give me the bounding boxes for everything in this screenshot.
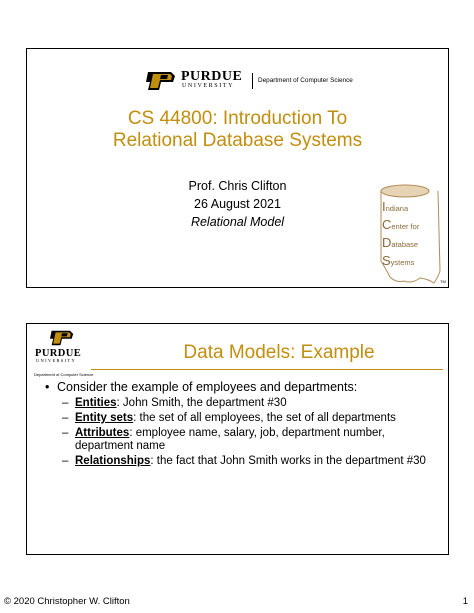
page-number: 1 xyxy=(462,596,468,607)
dash-marker: – xyxy=(62,397,69,409)
sub-item-relationships xyxy=(39,455,439,468)
icds-letter-s: S xyxy=(382,253,391,268)
title-slide xyxy=(26,48,449,288)
purdue-wordmark: PURDUE xyxy=(181,69,243,84)
svg-text:Database xyxy=(382,235,418,250)
slide-title xyxy=(27,108,448,152)
purdue-p-icon xyxy=(49,330,75,346)
slide-body xyxy=(39,380,439,470)
desc-entity-sets: : the set of all employees, the set of all departments xyxy=(133,412,396,424)
icds-word-3: atabase xyxy=(391,240,419,249)
department-label: Department of Computer Science xyxy=(258,77,353,84)
date: 26 August 2021 xyxy=(194,197,281,211)
logo-divider xyxy=(252,73,253,89)
sub-item-entities xyxy=(39,397,439,410)
svg-text:Indiana xyxy=(382,199,409,214)
desc-attributes: : employee name, salary, job, department number, department name xyxy=(75,427,385,452)
purdue-wordmark: PURDUE xyxy=(35,348,82,359)
icds-word-2: enter for xyxy=(391,222,420,231)
icds-word-4: ystems xyxy=(390,258,415,267)
author: Prof. Chris Clifton xyxy=(188,179,287,193)
university-wordmark: UNIVERSITY xyxy=(36,358,76,363)
icds-letter-d: D xyxy=(382,235,392,250)
sub-item-entity-sets xyxy=(39,412,439,425)
purdue-p-icon xyxy=(145,71,177,91)
department-label: Department of Computer Science xyxy=(34,372,94,377)
term-attributes: Attributes xyxy=(75,427,130,439)
content-slide xyxy=(26,323,449,555)
desc-entities: : John Smith, the department #30 xyxy=(116,397,287,409)
icds-letter-i: I xyxy=(382,199,386,214)
dash-marker: – xyxy=(62,455,69,467)
dash-marker: – xyxy=(62,412,69,424)
sub-item-attributes xyxy=(39,427,439,453)
term-relationships: Relationships xyxy=(75,455,151,467)
trademark-mark: TM xyxy=(440,279,446,284)
bullet-dot: • xyxy=(45,380,50,394)
purdue-logo-small xyxy=(33,330,93,370)
dash-marker: – xyxy=(62,427,69,439)
icds-word-1: ndiana xyxy=(385,204,409,213)
desc-relationships: : the fact that John Smith works in the department #30 xyxy=(150,455,426,467)
slide-title: Data Models: Example xyxy=(183,342,375,363)
bullet-text: Consider the example of employees and departments: xyxy=(57,380,358,394)
svg-text:Center for xyxy=(382,217,420,232)
title-line-2: Relational Database Systems xyxy=(112,130,363,151)
icds-indiana-map-logo xyxy=(372,183,446,287)
svg-text:Systems xyxy=(382,253,415,268)
bullet-item xyxy=(39,380,439,394)
title-line-1: CS 44800: Introduction To xyxy=(127,108,348,129)
title-underline xyxy=(91,369,443,370)
icds-letter-c: C xyxy=(382,217,392,232)
university-wordmark: UNIVERSITY xyxy=(182,83,234,89)
term-entity-sets: Entity sets xyxy=(75,412,134,424)
term-entities: Entities xyxy=(75,397,117,409)
topic: Relational Model xyxy=(190,215,285,229)
purdue-logo xyxy=(145,71,360,91)
copyright-notice: © 2020 Christopher W. Clifton xyxy=(4,596,130,607)
